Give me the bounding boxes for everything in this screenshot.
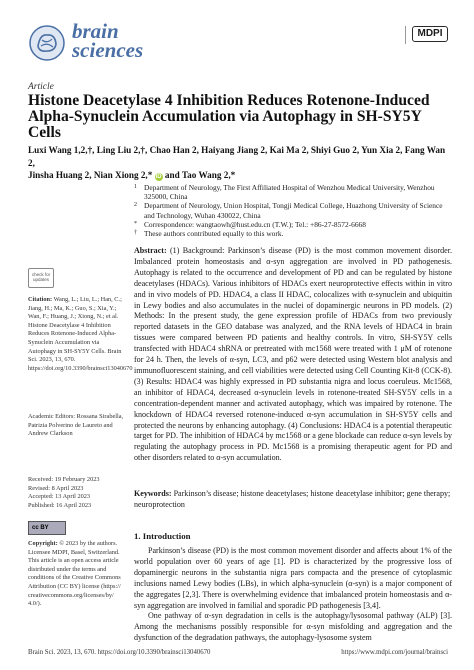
- footer-journal-url[interactable]: https://www.mdpi.com/journal/brainsci: [341, 649, 448, 656]
- journal-header: [28, 19, 448, 74]
- published-date: Published: 16 April 2023: [28, 501, 92, 509]
- author-names-part2: and Tao Wang 2,*: [162, 170, 236, 180]
- keywords-text: Parkinson’s disease; histone deacetylases; histone deacetylase inhibitor; gene therapy; neuroprotection: [134, 489, 451, 509]
- citation-block: [28, 296, 133, 373]
- intro-paragraph: One pathway of α-syn degradation in cells is the autophagy/lysosomal pathway (ALP) [3]. Among the mechanisms possibly responsible for α-syn misfolding and aggregation and the dysfunction of the degradation pathways, the autophagy-lysosome system: [134, 611, 452, 643]
- affiliations: [134, 183, 450, 238]
- equal-contribution-note: These authors contributed equally to this work.: [144, 229, 284, 239]
- publication-dates: [28, 476, 128, 510]
- abstract: [134, 246, 452, 464]
- affiliation-text: Department of Neurology, Union Hospital, Tongji Medical College, Huazhong University of Science and Technology, Wuhan 430022, China: [144, 201, 443, 220]
- keywords-label: Keywords:: [134, 489, 172, 498]
- affiliation-marker: †: [134, 230, 137, 237]
- affiliation-marker: 1: [134, 184, 137, 190]
- intro-paragraph: Parkinson’s disease (PD) is the most common movement disorder and affects about 1% of the world population over 60 years of age [1]. PD is characterized by the progressive loss of dopaminergic neurons in the substantia nigra pars compacta and the presence of cytoplasmic inclusions named Lewy bodies (LBs), in which alpha-synuclein (α-syn) is a major component of the aggregates [2,3]. There is overwhelming evidence that imbalanced protein homeostasis and α-syn aggregation are involved in familial and sporadic PD pathogenesis [3,4].: [134, 546, 452, 610]
- affiliation-item: [134, 201, 450, 219]
- citation-text[interactable]: Wang, L.; Liu, L.; Han, C.; Jiang, H.; Ma, K.; Guo, S.; Xia, Y.; Wan, F.; Huang, J.; Xiong, N.; et al. Histone Deacetylase 4 Inhibition Reduces Rotenone-Induced Alpha-Synuclein Accumulation via Autophagy in SH-SY5Y Cells. Brain Sci. 2023, 13, 670. https://doi.org/10.3390/brainsci13040670: [28, 296, 133, 372]
- abstract-text: (1) Background: Parkinson’s disease (PD) is the most common movement disorder. Imbalanced protein homeostasis and α-syn aggregation are involved in PD pathogenesis. Autophagy is related to the occurrence and development of PD and can be regulated by histone deacetylases (HDACs). Various inhibitors of HDACs exert neuroprotective effects within in vitro and in vivo models of PD. HDAC4, a class II HDAC, colocalizes with α-synuclein and ubiquitin in Lewy bodies and also accumulates in the nuclei of dopaminergic neurons in PD models. (2) Methods: In the present study, the gene expression profile of HDACs from two previously reported datasets in the GEO database was analyzed, and the RNA levels of HDAC4 in brain tissues were compared between PD patients and healthy controls. In vitro, SH-SY5Y cells transfected with HDAC4 shRNA or pretreated with mc1568 were treated with 1 μM of rotenone for 24 h. Then, the levels of α-syn, LC3, and p62 were detected using Western blot analysis and immunofluorescent staining, and cell viabilities were detected using Cell Counting Kit-8 (CCK-8). (3) Results: HDAC4 was highly expressed in PD substantia nigra and locus coeruleus. Mc1568, an inhibitor of HDAC4, decreased α-synuclein levels in rotenone-treated SH-SY5Y cells in a concentration-dependent manner and activated autophagy, which was impaired by rotenone. The knockdown of HDAC4 reversed rotenone-induced α-syn accumulation in SH-SY5Y cells and protected the neurons by enhancing autophagy. (4) Conclusions: HDAC4 is a potential therapeutic target for PD. The inhibition of HDAC4 by mc1568 or a gene blockade can reduce α-syn levels by regulating the autophagy process in PD. Mc1568 is a promising therapeutic agent for PD and other disorders related to α-syn accumulation.: [134, 246, 453, 463]
- author-line-1: Luxi Wang 1,2,†, Ling Liu 2,†, Chao Han 2, Haiyang Jiang 2, Kai Ma 2, Shiyi Guo 2, Yun Xia 2, Fang Wan 2,: [28, 145, 446, 168]
- affiliation-text: Department of Neurology, The First Affiliated Hospital of Wenzhou Medical University, Wenzhou 325000, China: [144, 183, 435, 202]
- accepted-date: Accepted: 13 April 2023: [28, 493, 91, 501]
- brain-logo-icon: [28, 24, 66, 62]
- journal-name-line2: sciences: [72, 38, 144, 62]
- affiliation-marker: 2: [134, 202, 137, 209]
- article-type: Article: [28, 82, 54, 92]
- publisher-logo[interactable]: MDPI: [412, 26, 448, 42]
- affiliation-marker: *: [134, 220, 137, 227]
- copyright-label: Copyright:: [28, 540, 58, 547]
- section-heading-introduction: 1. Introduction: [134, 531, 191, 541]
- author-line-2: [28, 169, 448, 182]
- copyright-block: [28, 540, 128, 609]
- author-list: [28, 144, 448, 182]
- article-title: Histone Deacetylase 4 Inhibition Reduces Rotenone-Induced Alpha-Synuclein Accumulation via Autophagy in SH-SY5Y Cells: [28, 92, 430, 141]
- received-date: Received: 19 February 2023: [28, 476, 100, 483]
- introduction-body: [134, 546, 452, 644]
- header-divider: [405, 26, 406, 44]
- affiliation-item: [134, 229, 450, 238]
- orcid-icon[interactable]: iD: [155, 174, 162, 180]
- affiliation-item: [134, 220, 450, 229]
- keywords: [134, 489, 452, 511]
- abstract-label: Abstract:: [134, 246, 167, 255]
- academic-editors: Academic Editors: Rossana Sirabella, Patrizia Polverino de Laureto and Andrew Clarkson: [28, 413, 124, 438]
- copyright-text: © 2023 by the authors. Licensee MDPI, Basel, Switzerland. This article is an open access article distributed under the terms and conditions of the Creative Commons Attribution (CC BY) license (https:// creativecommons.org/licenses/by/ 4.0/).: [28, 540, 121, 608]
- footer-citation[interactable]: Brain Sci. 2023, 13, 670. https://doi.org/10.3390/brainsci13040670: [28, 649, 211, 656]
- journal-name: [72, 19, 144, 62]
- revised-date: Revised: 8 April 2023: [28, 484, 84, 492]
- journal-name-line1: brain: [72, 19, 119, 43]
- check-for-updates-badge[interactable]: check for updates: [28, 268, 54, 288]
- citation-label: Citation:: [28, 296, 53, 303]
- affiliation-item: [134, 183, 450, 201]
- cc-by-license-icon[interactable]: cc BY: [28, 521, 66, 535]
- author-names-part1: Jinsha Huang 2, Nian Xiong 2,*: [28, 170, 153, 180]
- correspondence-text: Correspondence: wangtaowh@hust.edu.cn (T.W.); Tel.: +86-27-8572-6668: [144, 219, 366, 229]
